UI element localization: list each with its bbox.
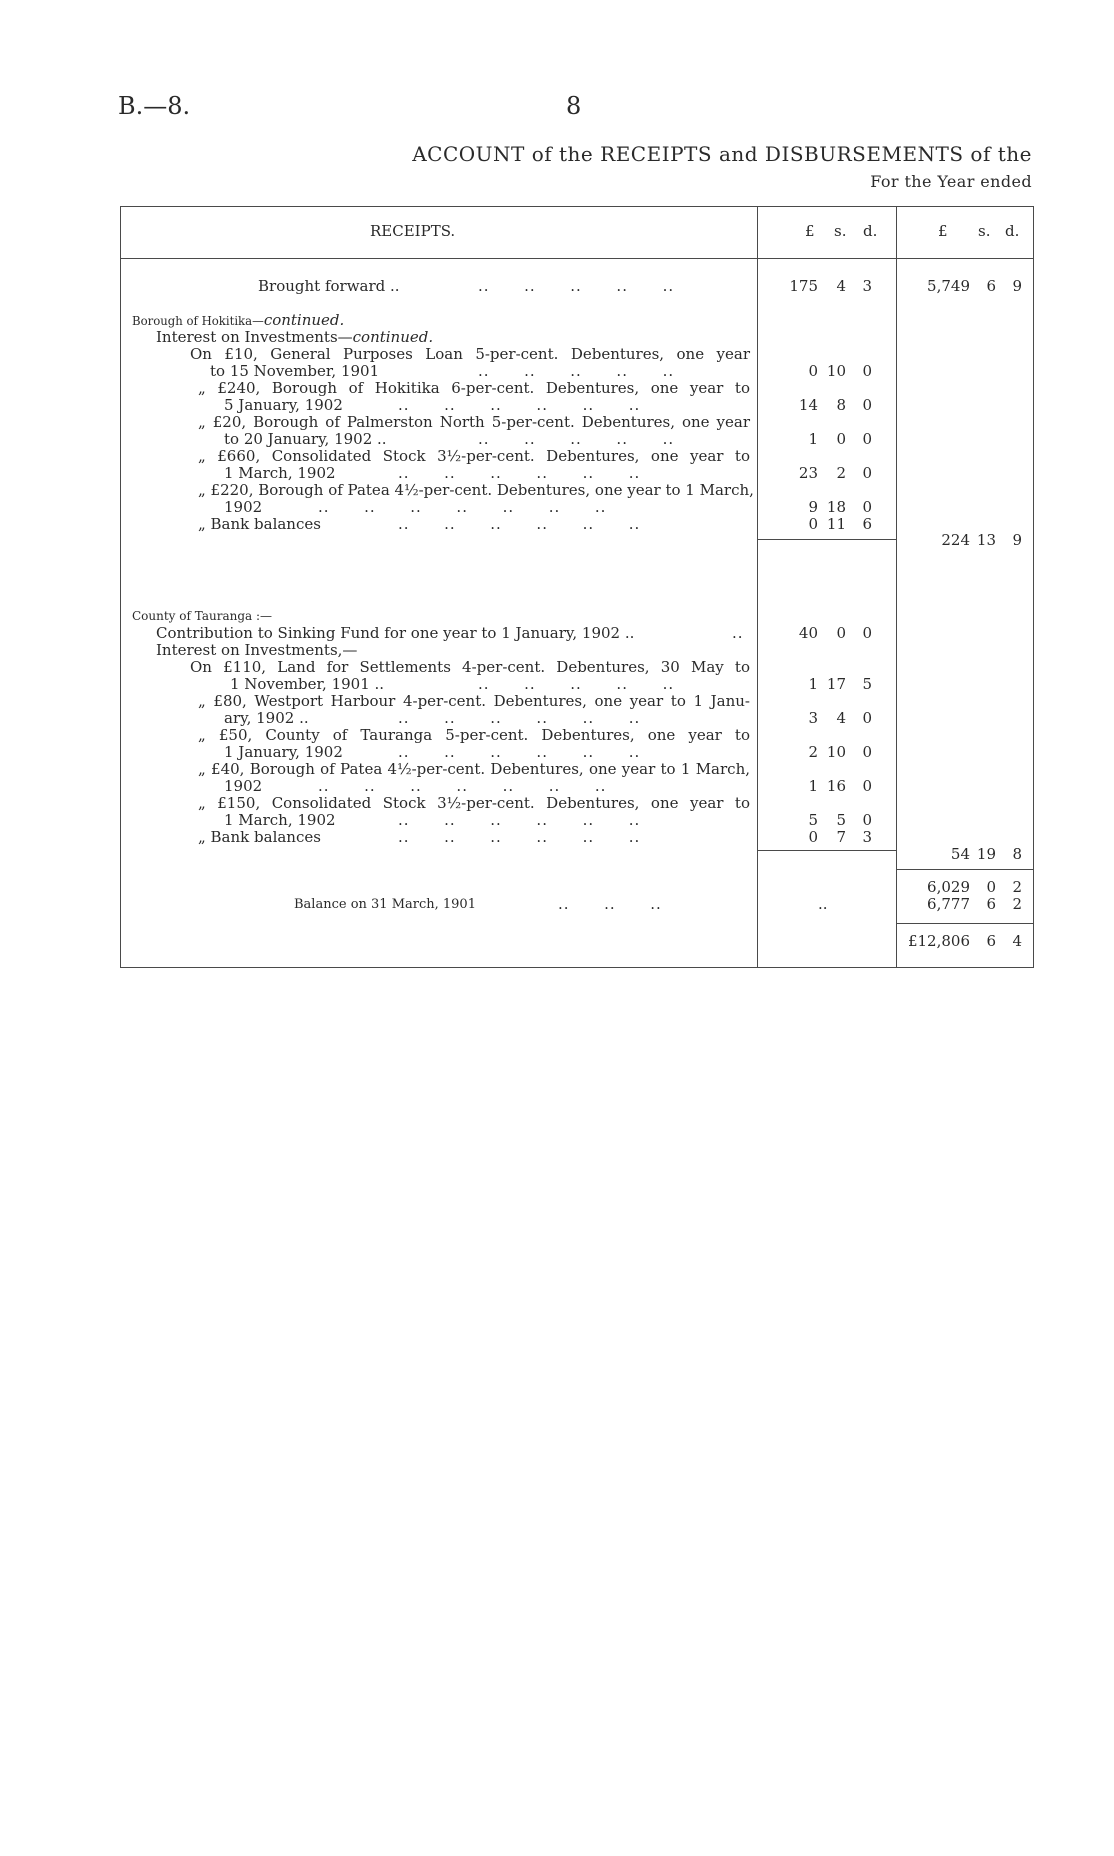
hokitika-item-2-shillings: 8 xyxy=(836,396,846,414)
brought-forward-c2-shillings: 6 xyxy=(986,277,996,295)
leader-dots: .. .. .. .. .. xyxy=(478,362,675,380)
page-number: 8 xyxy=(566,92,582,120)
tauranga-contribution-pence: 0 xyxy=(862,624,872,642)
tauranga-item-2-pence: 0 xyxy=(862,709,872,727)
hokitika-item-3-pence: 0 xyxy=(862,430,872,448)
leader-dots: .. .. .. .. .. .. .. xyxy=(318,777,607,795)
tauranga-item-3-pence: 0 xyxy=(862,743,872,761)
hokitika-total-shillings: 13 xyxy=(976,531,996,549)
tauranga-item-3-pounds: 2 xyxy=(808,743,818,761)
hokitika-item-6-pounds: 0 xyxy=(808,515,818,533)
tauranga-item-1-shillings: 17 xyxy=(826,675,846,693)
subtotal-pence: 2 xyxy=(1012,878,1022,896)
leader-dots: .. .. .. .. .. xyxy=(478,430,675,448)
tauranga-item-1-line2: 1 November, 1901 .. xyxy=(230,675,385,693)
document-title: ACCOUNT of the RECEIPTS and DISBURSEMENTS of the xyxy=(412,142,1032,166)
tauranga-total-shillings: 19 xyxy=(976,845,996,863)
hokitika-item-5-pence: 0 xyxy=(862,498,872,516)
col2-pence-header: d. xyxy=(1005,222,1020,240)
tauranga-item-1-pence: 5 xyxy=(862,675,872,693)
tauranga-item-6-pounds: 0 xyxy=(808,828,818,846)
tauranga-item-3-line2: 1 January, 1902 xyxy=(224,743,343,761)
tauranga-item-1-pounds: 1 xyxy=(808,675,818,693)
hokitika-item-6-pence: 6 xyxy=(862,515,872,533)
subtotal-pounds: 6,029 xyxy=(927,878,970,896)
tauranga-item-6-shillings: 7 xyxy=(836,828,846,846)
col1-pounds-header: £ xyxy=(805,222,815,240)
hokitika-interest-text: Interest on Investments— xyxy=(156,328,353,346)
subtotal-shillings: 0 xyxy=(986,878,996,896)
tauranga-contribution-shillings: 0 xyxy=(836,624,846,642)
hokitika-item-4-line1: „ £660, Consolidated Stock 3½-per-cent. Debentures, one year to xyxy=(198,447,750,465)
hokitika-item-4-pence: 0 xyxy=(862,464,872,482)
col2-divider xyxy=(896,206,897,968)
tauranga-item-5-line1: „ £150, Consolidated Stock 3½-per-cent. Debentures, one year to xyxy=(198,794,750,812)
hokitika-sum-rule xyxy=(757,539,896,540)
hokitika-item-1-line2: to 15 November, 1901 xyxy=(210,362,380,380)
hokitika-heading-cont: continued. xyxy=(263,311,345,329)
balance-pence: 2 xyxy=(1012,895,1022,913)
hokitika-item-5-shillings: 18 xyxy=(826,498,846,516)
hokitika-item-2-line1: „ £240, Borough of Hokitika 6-per-cent. Debentures, one year to xyxy=(198,379,750,397)
hokitika-item-1-shillings: 10 xyxy=(826,362,846,380)
brought-forward-c2-pence: 9 xyxy=(1012,277,1022,295)
right-border xyxy=(1033,206,1034,968)
tauranga-item-2-line2: ary, 1902 .. xyxy=(224,709,309,727)
tauranga-item-4-pence: 0 xyxy=(862,777,872,795)
hokitika-item-2-pence: 0 xyxy=(862,396,872,414)
brought-forward-c2-pounds: 5,749 xyxy=(927,277,970,295)
grand-total-rule xyxy=(896,923,1034,924)
brought-forward-label: Brought forward .. xyxy=(258,277,400,295)
hokitika-heading-text: Borough of Hokitika— xyxy=(132,314,264,328)
hokitika-item-4-pounds: 23 xyxy=(798,464,818,482)
page-reference: B.—8. xyxy=(118,92,191,120)
tauranga-item-5-pence: 0 xyxy=(862,811,872,829)
tauranga-item-3-line1: „ £50, County of Tauranga 5-per-cent. Debentures, one year to xyxy=(198,726,750,744)
receipts-table xyxy=(120,206,1034,968)
tauranga-item-4-pounds: 1 xyxy=(808,777,818,795)
hokitika-item-2-pounds: 14 xyxy=(798,396,818,414)
tauranga-interest-heading: Interest on Investments,— xyxy=(156,641,358,659)
left-border xyxy=(120,206,121,968)
tauranga-item-4-shillings: 16 xyxy=(826,777,846,795)
leader-dots: .. xyxy=(732,624,744,642)
tauranga-item-1-line1: On £110, Land for Settlements 4-per-cent. Debentures, 30 May to xyxy=(190,658,750,676)
hokitika-item-3-line2: to 20 January, 1902 .. xyxy=(224,430,387,448)
hokitika-item-3-pounds: 1 xyxy=(808,430,818,448)
tauranga-sum-rule xyxy=(757,850,896,851)
tauranga-total-pounds: 54 xyxy=(950,845,970,863)
col1-divider xyxy=(757,206,758,968)
tauranga-item-5-line2: 1 March, 1902 xyxy=(224,811,336,829)
tauranga-item-2-line1: „ £80, Westport Harbour 4-per-cent. Debentures, one year to 1 Janu- xyxy=(198,692,750,710)
hokitika-item-2-line2: 5 January, 1902 xyxy=(224,396,343,414)
tauranga-item-4-line1: „ £40, Borough of Patea 4½-per-cent. Debentures, one year to 1 March, xyxy=(198,760,750,778)
balance-c1: .. xyxy=(818,895,828,913)
hokitika-item-1-pence: 0 xyxy=(862,362,872,380)
tauranga-item-2-shillings: 4 xyxy=(836,709,846,727)
tauranga-contribution: Contribution to Sinking Fund for one year to 1 January, 1902 .. xyxy=(156,624,635,642)
col1-shillings-header: s. xyxy=(834,222,847,240)
receipts-column-header: RECEIPTS. xyxy=(370,222,456,240)
grand-total-shillings: 6 xyxy=(986,932,996,950)
leader-dots: .. .. .. .. .. .. xyxy=(398,743,641,761)
grand-total-pence: 4 xyxy=(1012,932,1022,950)
tauranga-item-2-pounds: 3 xyxy=(808,709,818,727)
leader-dots: .. .. .. .. .. .. xyxy=(398,709,641,727)
col2-pounds-header: £ xyxy=(938,222,948,240)
hokitika-item-4-line2: 1 March, 1902 xyxy=(224,464,336,482)
balance-pounds: 6,777 xyxy=(927,895,970,913)
leader-dots: .. .. .. .. .. .. xyxy=(398,464,641,482)
tauranga-item-5-pounds: 5 xyxy=(808,811,818,829)
hokitika-total-pounds: 224 xyxy=(941,531,970,549)
hokitika-item-1-pounds: 0 xyxy=(808,362,818,380)
hokitika-total-pence: 9 xyxy=(1012,531,1022,549)
tauranga-item-5-shillings: 5 xyxy=(836,811,846,829)
col2-shillings-header: s. xyxy=(978,222,991,240)
leader-dots: .. .. .. .. .. .. xyxy=(398,811,641,829)
leader-dots: .. .. .. .. .. .. xyxy=(398,396,641,414)
document-subtitle: For the Year ended xyxy=(870,172,1032,191)
leader-dots: .. .. .. .. .. .. .. xyxy=(318,498,607,516)
hokitika-item-3-line1: „ £20, Borough of Palmerston North 5-per-cent. Debentures, one year xyxy=(198,413,750,431)
brought-forward-c1-shillings: 4 xyxy=(836,277,846,295)
tauranga-total-pence: 8 xyxy=(1012,845,1022,863)
tauranga-item-6-pence: 3 xyxy=(862,828,872,846)
tauranga-item-4-line2: 1902 xyxy=(224,777,263,795)
tauranga-heading: County of Tauranga :— xyxy=(132,609,273,623)
tauranga-item-3-shillings: 10 xyxy=(826,743,846,761)
tauranga-contribution-pounds: 40 xyxy=(798,624,818,642)
grand-total-pounds: £12,806 xyxy=(907,932,970,950)
brought-forward-c1-pounds: 175 xyxy=(789,277,818,295)
hokitika-item-1-line1: On £10, General Purposes Loan 5-per-cent. Debentures, one year xyxy=(190,345,750,363)
hokitika-item-5-pounds: 9 xyxy=(808,498,818,516)
hokitika-item-3-shillings: 0 xyxy=(836,430,846,448)
balance-shillings: 6 xyxy=(986,895,996,913)
hokitika-item-4-shillings: 2 xyxy=(836,464,846,482)
hokitika-item-5-line1: „ £220, Borough of Patea 4½-per-cent. Debentures, one year to 1 March, xyxy=(198,481,754,499)
leader-dots: .. .. .. .. .. xyxy=(478,277,675,295)
hokitika-interest-cont: continued. xyxy=(352,328,434,346)
hokitika-item-5-line2: 1902 xyxy=(224,498,263,516)
subtotal-rule xyxy=(896,869,1034,870)
leader-dots: .. .. .. .. .. .. xyxy=(398,828,641,846)
leader-dots: .. .. .. .. .. xyxy=(478,675,675,693)
brought-forward-c1-pence: 3 xyxy=(862,277,872,295)
hokitika-interest-heading xyxy=(156,329,433,346)
hokitika-item-6-label: „ Bank balances xyxy=(198,515,321,533)
leader-dots: .. .. .. xyxy=(558,895,662,913)
tauranga-item-6-label: „ Bank balances xyxy=(198,828,321,846)
col1-pence-header: d. xyxy=(863,222,878,240)
balance-label: Balance on 31 March, 1901 xyxy=(294,897,476,912)
leader-dots: .. .. .. .. .. .. xyxy=(398,515,641,533)
hokitika-item-6-shillings: 11 xyxy=(826,515,846,533)
